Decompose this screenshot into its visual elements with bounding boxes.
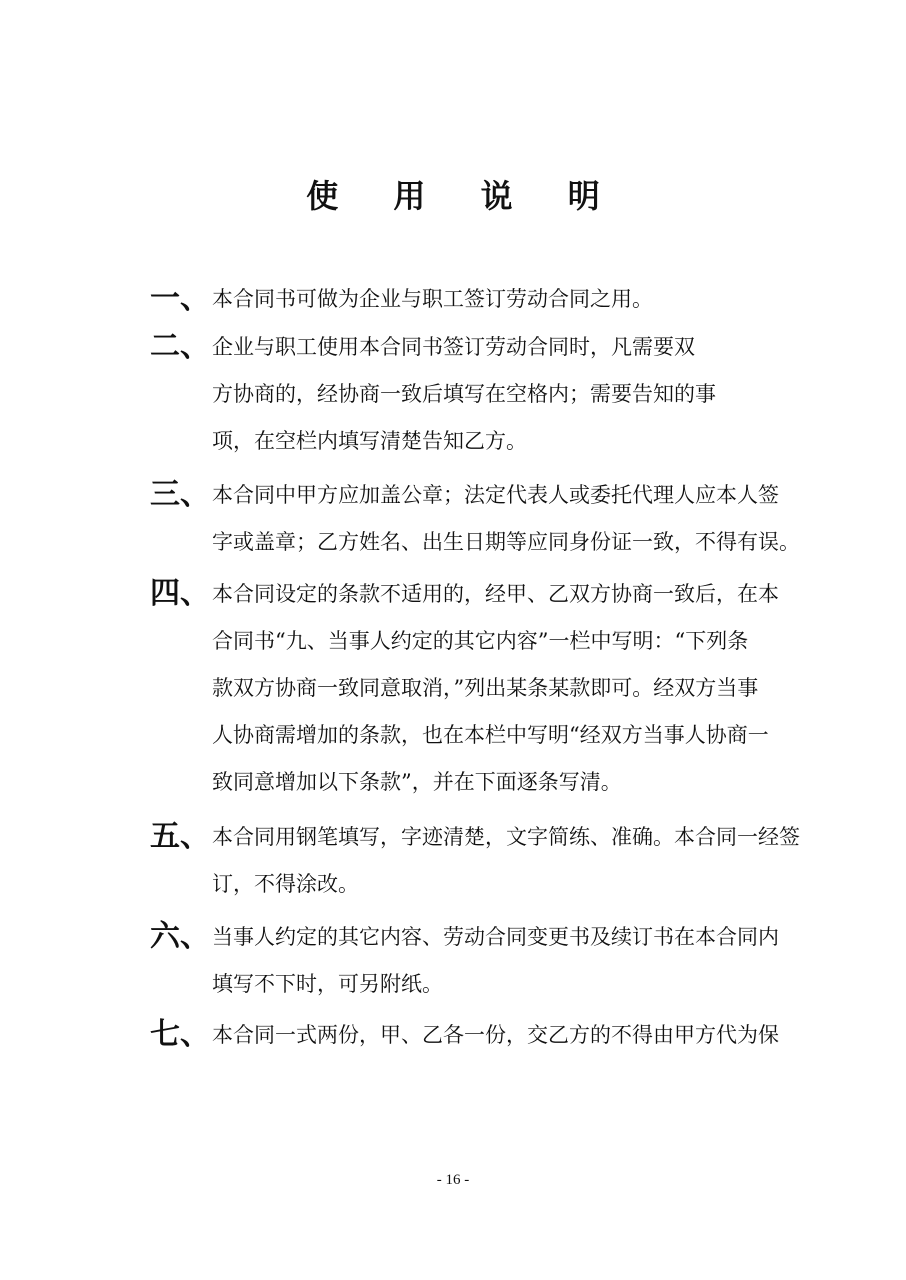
item-text-line: 本合同用钢笔填写，字迹清楚，文字简练、准确。本合同一经签 xyxy=(212,825,800,849)
item-number: 六、 xyxy=(150,919,210,954)
item-text-line: 当事人约定的其它内容、劳动合同变更书及续订书在本合同内 xyxy=(212,925,779,949)
item-number: 七、 xyxy=(150,1017,210,1052)
item-text-line: 方协商的，经协商一致后填写在空格内；需要告知的事 xyxy=(212,382,716,406)
item-text-line: 致同意增加以下条款”，并在下面逐条写清。 xyxy=(212,770,622,794)
item-number: 一、 xyxy=(150,281,210,316)
item-text-line: 本合同书可做为企业与职工签订劳动合同之用。 xyxy=(212,287,653,311)
item-number: 四、 xyxy=(150,576,210,611)
item-text-line: 本合同一式两份，甲、乙各一份，交乙方的不得由甲方代为保 xyxy=(212,1023,779,1047)
page-title: 使 用 说 明 xyxy=(306,177,622,215)
item-number: 二、 xyxy=(150,329,210,364)
item-text-line: 企业与职工使用本合同书签订劳动合同时，凡需要双 xyxy=(212,335,695,359)
item-text-line: 本合同中甲方应加盖公章；法定代表人或委托代理人应本人签 xyxy=(212,483,779,507)
item-text-line: 订，不得涂改。 xyxy=(212,872,359,896)
item-text-line: 款双方协商一致同意取消，”列出某条某款即可。经双方当事 xyxy=(212,676,759,700)
item-text-line: 合同书“九、当事人约定的其它内容”一栏中写明：“下列条 xyxy=(212,629,749,653)
item-text-line: 填写不下时，可另附纸。 xyxy=(212,972,443,996)
item-number: 三、 xyxy=(150,477,210,512)
item-text-line: 人协商需增加的条款，也在本栏中写明“经双方当事人协商一 xyxy=(212,723,769,747)
item-text-line: 本合同设定的条款不适用的，经甲、乙双方协商一致后，在本 xyxy=(212,582,779,606)
page-number: - 16 - xyxy=(436,1172,470,1188)
item-text-line: 项，在空栏内填写清楚告知乙方。 xyxy=(212,429,527,453)
item-text-line: 字或盖章；乙方姓名、出生日期等应同身份证一致，不得有误。 xyxy=(212,530,800,554)
item-number: 五、 xyxy=(150,819,210,854)
